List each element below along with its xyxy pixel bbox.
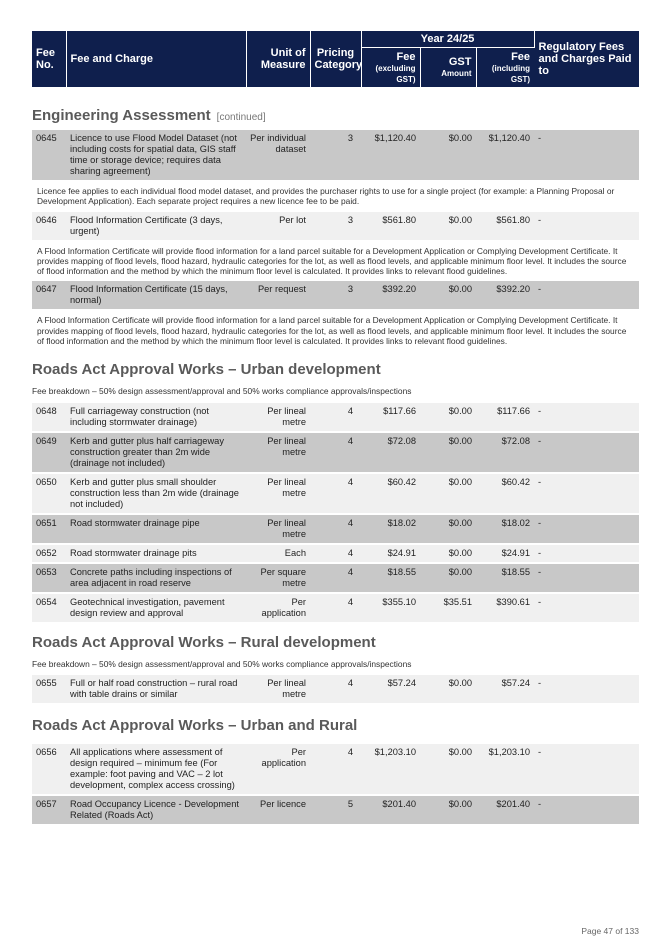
cell-cat: 4 [310, 675, 361, 704]
table-rural [32, 675, 639, 705]
cell-no: 0652 [32, 544, 66, 563]
cell-no: 0645 [32, 130, 66, 181]
cell-reg: - [534, 212, 639, 241]
cell-no: 0656 [32, 744, 66, 795]
cell-no: 0654 [32, 593, 66, 623]
col-fee-inc-sub: (including GST) [491, 63, 531, 84]
cell-reg: - [534, 281, 639, 310]
row-description: A Flood Information Certificate will provide flood information for a land parcel suitable for a Development Application or Complying Development Certificate. It provides mapping of flood levels, flood hazard, hydraulic categories for the lot, as well as flood levels, and applicable minimum floor level. It includes the source of flood information and the method by which the minimum floor level is calculated. It provides links to relevant flood guidelines. [37, 315, 627, 347]
cell-name: Road stormwater drainage pits [66, 544, 246, 563]
row-description: Licence fee applies to each individual flood model dataset, and provides the purchaser rights to use for a single project (for example: a Planning Proposal or Development Application). Each separate project requires a new licence fee to be paid. [37, 186, 615, 207]
cell-ex: $60.42 [361, 473, 420, 514]
col-regulatory: Regulatory Fees and Charges Paid to [538, 41, 632, 77]
table-row [32, 514, 639, 544]
cell-no: 0648 [32, 403, 66, 432]
col-gst-sub: Amount [441, 69, 472, 78]
cell-ex: $1,120.40 [361, 130, 420, 181]
cell-ex: $1,203.10 [361, 744, 420, 795]
col-unit: Unit of Measure [246, 31, 310, 87]
continued-label: [continued] [216, 112, 266, 123]
cell-reg: - [534, 544, 639, 563]
table-urban [32, 403, 639, 624]
cell-unit: Per lineal metre [246, 514, 310, 544]
cell-inc: $57.24 [476, 675, 534, 704]
cell-cat: 4 [310, 473, 361, 514]
cell-inc: $1,203.10 [476, 744, 534, 795]
cell-reg: - [534, 473, 639, 514]
cell-no: 0651 [32, 514, 66, 544]
cell-inc: $392.20 [476, 281, 534, 310]
section-title-urban-rural: Roads Act Approval Works – Urban and Rural [32, 717, 358, 735]
cell-inc: $18.02 [476, 514, 534, 544]
table-urban-rural [32, 744, 639, 826]
cell-inc: $201.40 [476, 795, 534, 825]
table-row [32, 130, 639, 181]
cell-name: All applications where assessment of design required – minimum fee (For example: foot paving and VAC – 2 lot development, complex access crossing) [66, 744, 246, 795]
cell-no: 0653 [32, 563, 66, 593]
cell-reg: - [534, 514, 639, 544]
cell-unit: Per application [246, 744, 310, 795]
cell-unit: Per square metre [246, 563, 310, 593]
cell-ex: $201.40 [361, 795, 420, 825]
table-row [32, 795, 639, 825]
section-title-urban: Roads Act Approval Works – Urban development [32, 361, 381, 379]
cell-gst: $0.00 [420, 514, 476, 544]
table-row [32, 473, 639, 514]
cell-unit: Per lineal metre [246, 473, 310, 514]
table-row [32, 281, 639, 310]
table-header [32, 31, 639, 87]
cell-name: Kerb and gutter plus half carriageway construction greater than 2m wide (drainage not included) [66, 432, 246, 473]
cell-inc: $18.55 [476, 563, 534, 593]
cell-cat: 4 [310, 514, 361, 544]
cell-reg: - [534, 563, 639, 593]
col-fee-charge: Fee and Charge [66, 31, 246, 87]
table-row [32, 432, 639, 473]
cell-no: 0655 [32, 675, 66, 704]
table-engineering [32, 130, 639, 351]
cell-reg: - [534, 403, 639, 432]
cell-reg: - [534, 744, 639, 795]
cell-name: Flood Information Certificate (15 days, normal) [66, 281, 246, 310]
cell-name: Kerb and gutter plus small shoulder construction less than 2m wide (drainage not included) [66, 473, 246, 514]
cell-no: 0657 [32, 795, 66, 825]
section-note-urban: Fee breakdown – 50% design assessment/approval and 50% works compliance approvals/inspections [32, 386, 412, 397]
cell-gst: $0.00 [420, 281, 476, 310]
cell-gst: $0.00 [420, 212, 476, 241]
cell-unit: Per lineal metre [246, 432, 310, 473]
col-gst: GST [448, 56, 472, 68]
cell-cat: 4 [310, 744, 361, 795]
cell-gst: $0.00 [420, 795, 476, 825]
cell-gst: $0.00 [420, 544, 476, 563]
cell-no: 0649 [32, 432, 66, 473]
cell-name: Licence to use Flood Model Dataset (not including costs for spatial data, GIS staff time or storage device; requires data sharing agreement) [66, 130, 246, 181]
cell-cat: 4 [310, 544, 361, 563]
cell-cat: 4 [310, 563, 361, 593]
cell-reg: - [534, 795, 639, 825]
cell-inc: $561.80 [476, 212, 534, 241]
cell-name: Road stormwater drainage pipe [66, 514, 246, 544]
section-title-rural: Roads Act Approval Works – Rural development [32, 633, 376, 651]
table-row [32, 212, 639, 241]
cell-gst: $0.00 [420, 675, 476, 704]
cell-unit: Per application [246, 593, 310, 623]
cell-cat: 3 [310, 212, 361, 241]
cell-name: Geotechnical investigation, pavement design review and approval [66, 593, 246, 623]
cell-name: Full or half road construction – rural road with table drains or similar [66, 675, 246, 704]
cell-unit: Per individual dataset [246, 130, 310, 181]
cell-cat: 3 [310, 130, 361, 181]
cell-gst: $0.00 [420, 432, 476, 473]
cell-inc: $24.91 [476, 544, 534, 563]
cell-ex: $72.08 [361, 432, 420, 473]
page-number: Page 47 of 133 [581, 926, 639, 936]
table-row [32, 563, 639, 593]
col-fee-ex-sub: (excluding GST) [375, 63, 416, 84]
cell-inc: $117.66 [476, 403, 534, 432]
cell-name: Full carriageway construction (not including stormwater drainage) [66, 403, 246, 432]
cell-gst: $0.00 [420, 563, 476, 593]
cell-cat: 5 [310, 795, 361, 825]
section-note-rural: Fee breakdown – 50% design assessment/approval and 50% works compliance approvals/inspections [32, 658, 412, 669]
cell-gst: $0.00 [420, 473, 476, 514]
cell-inc: $390.61 [476, 593, 534, 623]
cell-unit: Per lot [246, 212, 310, 241]
cell-unit: Per licence [246, 795, 310, 825]
cell-gst: $35.51 [420, 593, 476, 623]
cell-reg: - [534, 432, 639, 473]
cell-unit: Per request [246, 281, 310, 310]
cell-reg: - [534, 675, 639, 704]
cell-unit: Each [246, 544, 310, 563]
cell-unit: Per lineal metre [246, 403, 310, 432]
cell-gst: $0.00 [420, 130, 476, 181]
cell-name: Road Occupancy Licence - Development Related (Roads Act) [66, 795, 246, 825]
cell-inc: $60.42 [476, 473, 534, 514]
row-description: A Flood Information Certificate will provide flood information for a land parcel suitable for a Development Application or Complying Development Certificate. It provides mapping of flood levels, flood hazard, hydraulic categories for the lot, as well as flood levels, and applicable minimum floor level. It includes the source of flood information and the method by which the minimum floor level is calculated. It provides links to relevant flood guidelines. [37, 245, 627, 277]
col-pricing: Pricing Category [310, 31, 361, 87]
table-row [32, 675, 639, 704]
cell-ex: $57.24 [361, 675, 420, 704]
cell-ex: $18.55 [361, 563, 420, 593]
cell-cat: 3 [310, 281, 361, 310]
cell-no: 0650 [32, 473, 66, 514]
section-title-engineering: Engineering Assessment [continued] [32, 107, 266, 124]
cell-ex: $392.20 [361, 281, 420, 310]
cell-reg: - [534, 130, 639, 181]
cell-ex: $355.10 [361, 593, 420, 623]
cell-cat: 4 [310, 403, 361, 432]
table-row [32, 593, 639, 623]
cell-reg: - [534, 593, 639, 623]
cell-inc: $72.08 [476, 432, 534, 473]
cell-cat: 4 [310, 432, 361, 473]
cell-gst: $0.00 [420, 744, 476, 795]
cell-ex: $18.02 [361, 514, 420, 544]
cell-gst: $0.00 [420, 403, 476, 432]
table-row [32, 744, 639, 795]
fee-schedule-page [32, 31, 639, 826]
cell-name: Flood Information Certificate (3 days, urgent) [66, 212, 246, 241]
col-fee-inc: Fee [511, 50, 531, 63]
col-fee-no: Fee No. [32, 31, 66, 87]
cell-unit: Per lineal metre [246, 675, 310, 704]
cell-no: 0647 [32, 281, 66, 310]
table-row [32, 403, 639, 432]
table-row [32, 544, 639, 563]
cell-ex: $117.66 [361, 403, 420, 432]
cell-ex: $24.91 [361, 544, 420, 563]
cell-no: 0646 [32, 212, 66, 241]
cell-inc: $1,120.40 [476, 130, 534, 181]
col-year: Year 24/25 [361, 31, 534, 48]
cell-name: Concrete paths including inspections of area adjacent in road reserve [66, 563, 246, 593]
cell-ex: $561.80 [361, 212, 420, 241]
col-fee-ex: Fee [396, 50, 416, 63]
cell-cat: 4 [310, 593, 361, 623]
